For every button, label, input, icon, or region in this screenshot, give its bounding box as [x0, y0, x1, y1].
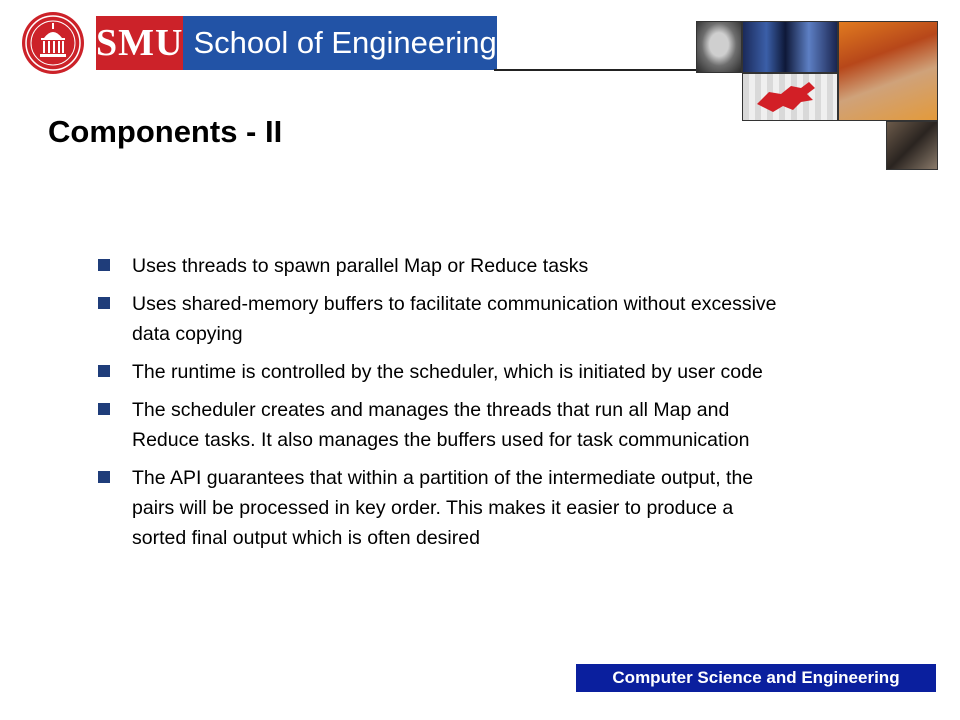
- list-item: [97, 251, 777, 281]
- square-bullet-icon: [98, 403, 110, 415]
- list-item: [97, 357, 777, 387]
- server-room-photo: [742, 21, 838, 73]
- bullet-text: The runtime is controlled by the scheduler, which is initiated by user code: [132, 361, 763, 383]
- bullet-text: Uses threads to spawn parallel Map or Reduce tasks: [132, 255, 589, 277]
- slide-title: Components - II: [48, 114, 283, 149]
- portrait-photo: [696, 21, 742, 73]
- list-item: [97, 463, 777, 553]
- university-seal-icon: [22, 12, 84, 74]
- students-photo: [886, 121, 938, 170]
- square-bullet-icon: [98, 297, 110, 309]
- campus-photo: [838, 21, 938, 121]
- square-bullet-icon: [98, 471, 110, 483]
- header-divider: [494, 69, 696, 71]
- bullet-text: The API guarantees that within a partition of the intermediate output, the pairs will be processed in key order. This makes it easier to produce a sorted final output which is often desired: [132, 467, 754, 549]
- mustang-mascot-image: [742, 73, 838, 121]
- list-item: [97, 289, 777, 349]
- department-footer: Computer Science and Engineering: [576, 664, 936, 692]
- school-logo: [96, 16, 497, 70]
- logo-abbrev: SMU: [96, 16, 183, 70]
- logo-school-name: School of Engineering: [183, 16, 496, 70]
- bullet-text: The scheduler creates and manages the threads that run all Map and Reduce tasks. It also manages the buffers used for task communication: [132, 399, 750, 451]
- square-bullet-icon: [98, 259, 110, 271]
- bullet-text: Uses shared-memory buffers to facilitate communication without excessive data copying: [132, 293, 777, 345]
- list-item: [97, 395, 777, 455]
- square-bullet-icon: [98, 365, 110, 377]
- bullet-list: [97, 251, 777, 561]
